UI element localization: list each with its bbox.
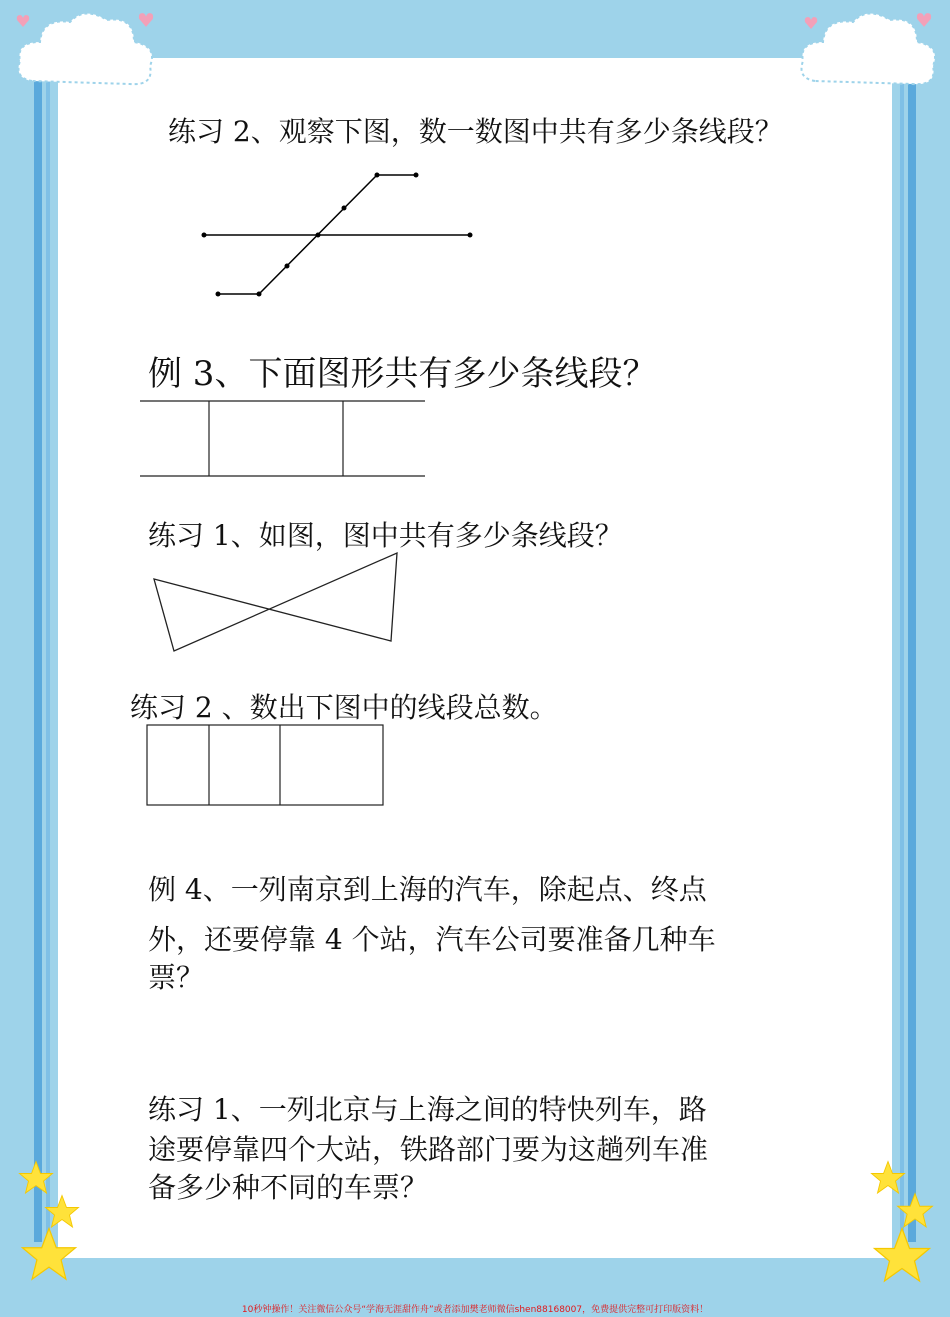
footer-notice: 10秒钟操作！关注微信公众号“学海无涯甜作舟”或者添加樊老师微信shen88168007，免费提供完整可打印版资料！ bbox=[241, 1305, 709, 1315]
question-practice1-figure: 练习 1、如图，图中共有多少条线段？ bbox=[148, 519, 623, 552]
question-example4-line1: 例 4、一列南京到上海的汽车，除起点、终点 bbox=[148, 873, 707, 906]
question-practice1-train-line2: 途要停靠四个大站，铁路部门要为这趟列车准 bbox=[148, 1133, 709, 1166]
question-practice1-train-line1: 练习 1、一列北京与上海之间的特快列车，路 bbox=[148, 1093, 707, 1126]
question-example3: 例 3、下面图形共有多少条线段？ bbox=[148, 354, 657, 394]
question-example4-line3: 票？ bbox=[148, 961, 205, 994]
question-practice2-count: 练习 2 、数出下图中的线段总数。 bbox=[130, 691, 558, 724]
question-example4-line2: 外，还要停靠 4 个站，汽车公司要准备几种车 bbox=[148, 923, 716, 956]
question-practice1-train-line3: 备多少种不同的车票？ bbox=[148, 1171, 429, 1204]
question-practice2-observe: 练习 2、观察下图，数一数图中共有多少条线段？ bbox=[168, 115, 783, 148]
